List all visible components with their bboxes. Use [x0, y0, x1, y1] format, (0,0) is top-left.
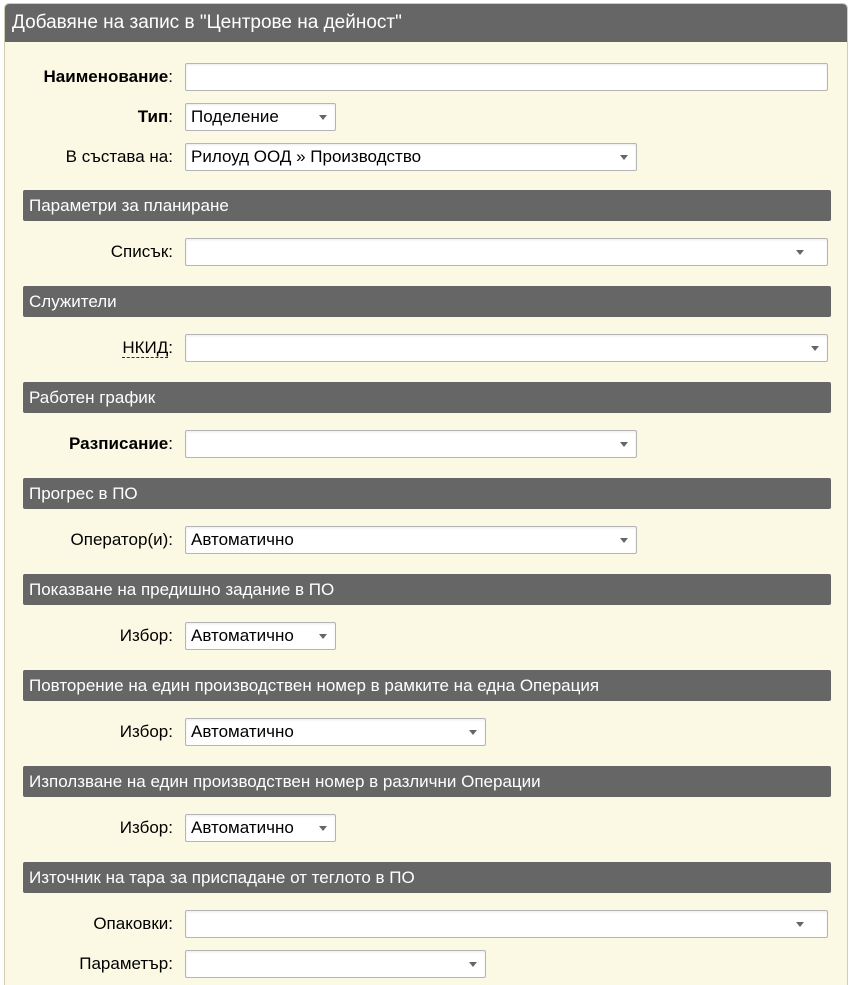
- schedule-select[interactable]: [185, 430, 637, 458]
- name-label: Наименование:: [43, 67, 173, 86]
- name-input[interactable]: [185, 63, 828, 91]
- chevron-down-icon: [319, 634, 327, 639]
- parameter-select[interactable]: [185, 950, 486, 978]
- nkid-label: НКИД:: [122, 338, 173, 357]
- chevron-down-icon: [319, 826, 327, 831]
- use-number-label: Избор:: [119, 818, 173, 837]
- section-use-number: Използване на един производствен номер в различни Операции: [23, 766, 831, 797]
- packaging-select[interactable]: [185, 910, 828, 938]
- list-select[interactable]: [185, 238, 828, 266]
- operators-select[interactable]: [185, 526, 637, 554]
- chevron-down-icon: [620, 538, 628, 543]
- form-window: [4, 3, 848, 985]
- schedule-label: Разписание:: [69, 434, 173, 453]
- parent-label: В състава на:: [65, 147, 173, 166]
- chevron-down-icon: [796, 922, 804, 927]
- type-select[interactable]: [185, 103, 336, 131]
- repeat-number-select-value: Автоматично: [191, 722, 294, 741]
- repeat-number-label: Избор:: [119, 722, 173, 741]
- parent-select-value: Рилоуд ООД » Производство: [191, 147, 422, 166]
- section-employees: Служители: [23, 286, 831, 317]
- list-label: Списък:: [110, 242, 173, 261]
- type-select-value: Поделение: [191, 107, 279, 126]
- show-previous-select-value: Автоматично: [191, 626, 294, 645]
- section-repeat-number: Повторение на един производствен номер в рамките на една Операция: [23, 670, 831, 701]
- nkid-select[interactable]: [185, 334, 828, 362]
- section-show-previous: Показване на предишно задание в ПО: [23, 574, 831, 605]
- parameter-label: Параметър:: [79, 954, 173, 973]
- parent-select[interactable]: [185, 143, 637, 171]
- form-title: Добавяне на запис в "Центрове на дейност": [5, 4, 847, 42]
- operators-select-value: Автоматично: [191, 530, 294, 549]
- show-previous-label: Избор:: [119, 626, 173, 645]
- chevron-down-icon: [796, 250, 804, 255]
- section-progress: Прогрес в ПО: [23, 478, 831, 509]
- chevron-down-icon: [319, 115, 327, 120]
- section-tare-source: Източник на тара за приспадане от теглото в ПО: [23, 862, 831, 893]
- use-number-select[interactable]: [185, 814, 336, 842]
- show-previous-select[interactable]: [185, 622, 336, 650]
- use-number-select-value: Автоматично: [191, 818, 294, 837]
- type-label: Тип:: [137, 107, 173, 126]
- chevron-down-icon: [469, 962, 477, 967]
- chevron-down-icon: [469, 730, 477, 735]
- chevron-down-icon: [811, 346, 819, 351]
- section-work-schedule: Работен график: [23, 382, 831, 413]
- packaging-label: Опаковки:: [93, 914, 173, 933]
- chevron-down-icon: [620, 442, 628, 447]
- section-planning: Параметри за планиране: [23, 190, 831, 221]
- operators-label: Оператор(и):: [70, 530, 173, 549]
- repeat-number-select[interactable]: [185, 718, 486, 746]
- chevron-down-icon: [620, 155, 628, 160]
